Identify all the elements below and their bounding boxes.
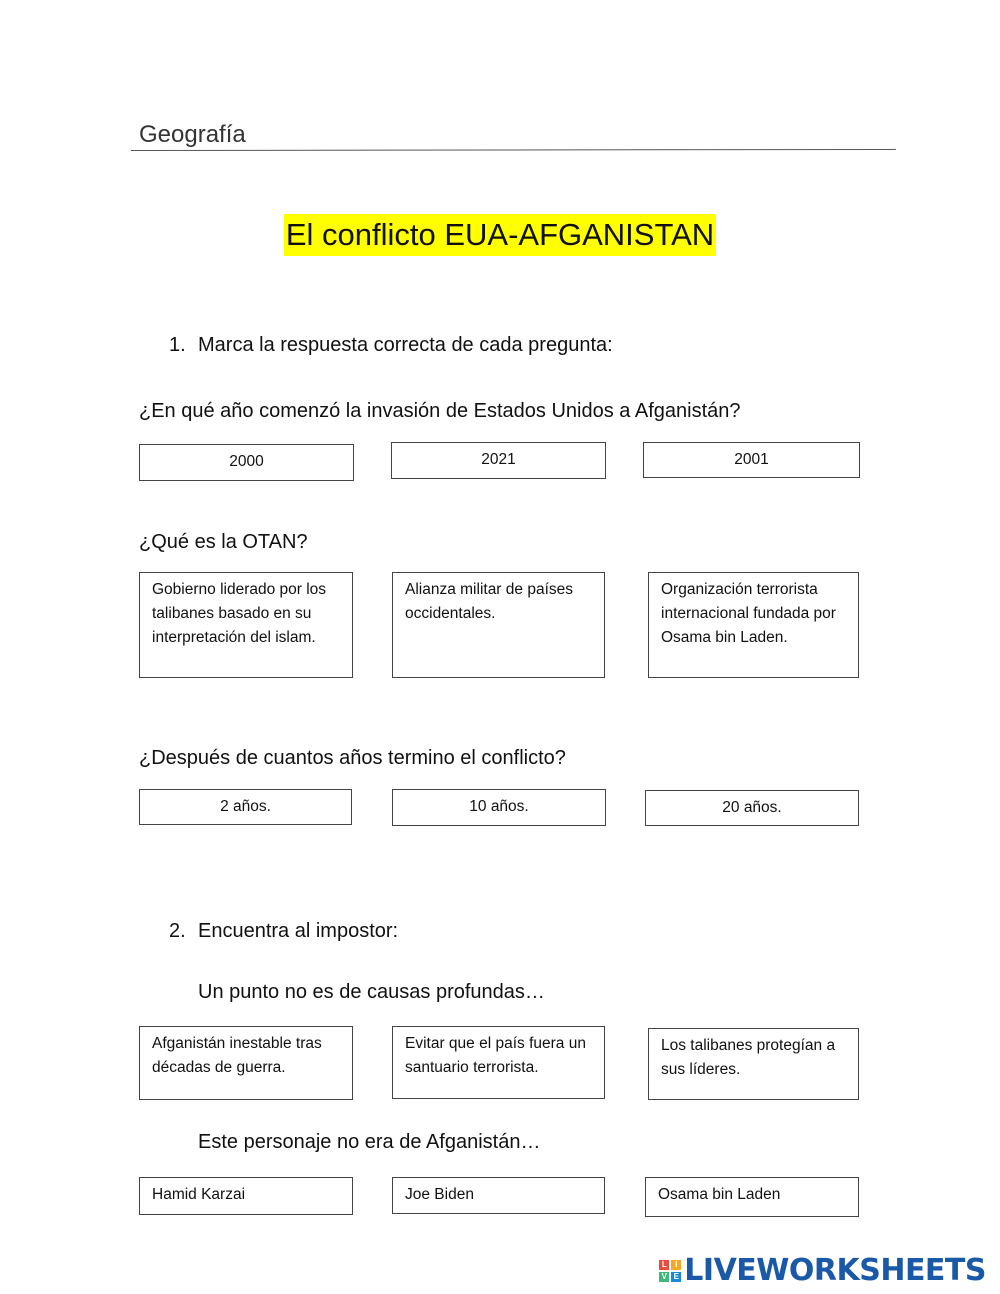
logo-icon-cell: V [659, 1272, 669, 1282]
option-alianza-militar[interactable]: Alianza militar de países occidentales. [392, 572, 605, 678]
option-osama-bin-laden[interactable]: Osama bin Laden [645, 1177, 859, 1217]
liveworksheets-logo-icon [659, 1260, 681, 1282]
section1-number: 1. [169, 334, 186, 356]
option-10-anos[interactable]: 10 años. [392, 789, 606, 826]
option-2001[interactable]: 2001 [643, 442, 860, 478]
question-duracion: ¿Después de cuantos años termino el conflicto? [139, 747, 566, 769]
logo-icon-cell: E [671, 1272, 681, 1282]
option-afganistan-inestable[interactable]: Afganistán inestable tras décadas de guerra. [139, 1026, 353, 1100]
option-talibanes-protegian[interactable]: Los talibanes protegían a sus líderes. [648, 1028, 859, 1100]
liveworksheets-logo[interactable] [659, 1253, 986, 1288]
logo-icon-cell: I [671, 1260, 681, 1270]
title-container [0, 214, 1000, 256]
question-invasion-year: ¿En qué año comenzó la invasión de Estados Unidos a Afganistán? [139, 400, 741, 422]
option-santuario-terrorista[interactable]: Evitar que el país fuera un santuario terrorista. [392, 1026, 605, 1099]
logo-icon-cell: L [659, 1260, 669, 1270]
option-gobierno-talibanes[interactable]: Gobierno liderado por los talibanes basado en su interpretación del islam. [139, 572, 353, 678]
option-organizacion-terrorista[interactable]: Organización terrorista internacional fundada por Osama bin Laden. [648, 572, 859, 678]
section2-number: 2. [169, 920, 186, 942]
question-otan: ¿Qué es la OTAN? [139, 531, 308, 553]
header-divider [131, 149, 896, 151]
option-20-anos[interactable]: 20 años. [645, 790, 859, 826]
option-2021[interactable]: 2021 [391, 442, 606, 479]
option-hamid-karzai[interactable]: Hamid Karzai [139, 1177, 353, 1215]
option-joe-biden[interactable]: Joe Biden [392, 1177, 605, 1214]
section1-instruction: Marca la respuesta correcta de cada pregunta: [198, 334, 613, 356]
liveworksheets-logo-text: LIVEWORKSHEETS [684, 1253, 986, 1288]
section2-instruction: Encuentra al impostor: [198, 920, 399, 942]
question-causas-profundas: Un punto no es de causas profundas… [198, 981, 545, 1003]
worksheet-title: El conflicto EUA-AFGANISTAN [284, 214, 716, 256]
option-2-anos[interactable]: 2 años. [139, 789, 352, 825]
question-personaje: Este personaje no era de Afganistán… [198, 1131, 541, 1153]
subject-title: Geografía [139, 121, 246, 148]
option-2000[interactable]: 2000 [139, 444, 354, 481]
